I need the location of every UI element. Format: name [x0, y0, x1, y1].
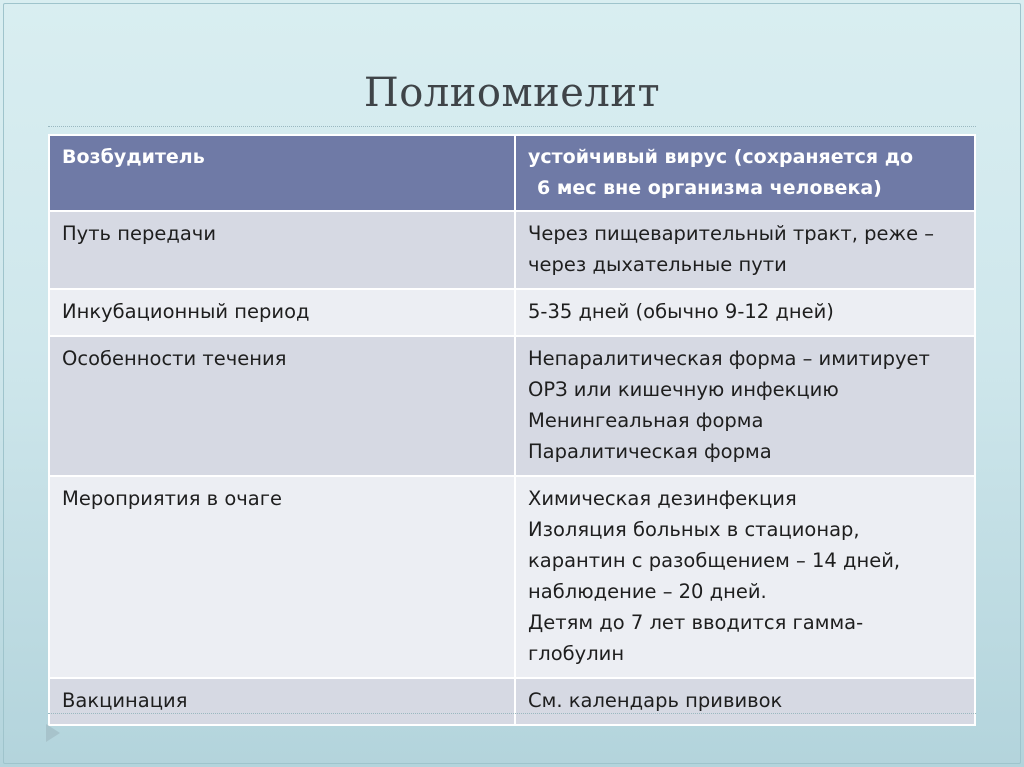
value-line: Химическая дезинфекция	[528, 487, 797, 510]
cell-value	[515, 211, 975, 289]
row-label: Инкубационный период	[62, 300, 310, 323]
table-row	[49, 211, 975, 289]
value-line: Менингеальная форма	[528, 409, 764, 432]
table-row	[49, 678, 975, 725]
table-row-header	[49, 135, 975, 211]
value-line: Изоляция больных в стационар,	[528, 518, 860, 541]
row-label: Вакцинация	[62, 689, 188, 712]
info-table	[48, 134, 976, 726]
table-row	[49, 336, 975, 476]
value-line: Детям до 7 лет вводится гамма-	[528, 611, 864, 634]
cell-label	[49, 336, 515, 476]
row-label: Особенности течения	[62, 347, 287, 370]
value-line: См. календарь прививок	[528, 689, 783, 712]
row-label: Мероприятия в очаге	[62, 487, 282, 510]
footer-divider	[48, 713, 976, 714]
cell-value	[515, 135, 975, 211]
cell-label	[49, 289, 515, 336]
slide-title: Полиомиелит	[363, 70, 661, 116]
cell-value	[515, 678, 975, 725]
play-arrow-icon[interactable]	[46, 724, 60, 742]
value-line: устойчивый вирус (сохраняется до	[528, 146, 914, 168]
value-line: наблюдение – 20 дней.	[528, 580, 767, 603]
row-label: Путь передачи	[62, 222, 217, 245]
cell-value	[515, 476, 975, 678]
table-row	[49, 476, 975, 678]
value-line: 5-35 дней (обычно 9-12 дней)	[528, 300, 834, 323]
cell-label	[49, 476, 515, 678]
cell-label	[49, 211, 515, 289]
value-line: ОРЗ или кишечную инфекцию	[528, 378, 839, 401]
title-divider	[48, 126, 976, 127]
cell-label	[49, 678, 515, 725]
value-line: через дыхательные пути	[528, 253, 787, 276]
value-line: карантин с разобщением – 14 дней,	[528, 549, 901, 572]
table-row	[49, 289, 975, 336]
value-line: Непаралитическая форма – имитирует	[528, 347, 930, 370]
value-line: Через пищеварительный тракт, реже –	[528, 222, 935, 245]
value-line: 6 мес вне организма человека)	[537, 177, 882, 199]
value-line: Паралитическая форма	[528, 440, 772, 463]
value-line: глобулин	[528, 642, 625, 665]
cell-value	[515, 289, 975, 336]
row-label: Возбудитель	[62, 146, 205, 168]
cell-value	[515, 336, 975, 476]
cell-label	[49, 135, 515, 211]
